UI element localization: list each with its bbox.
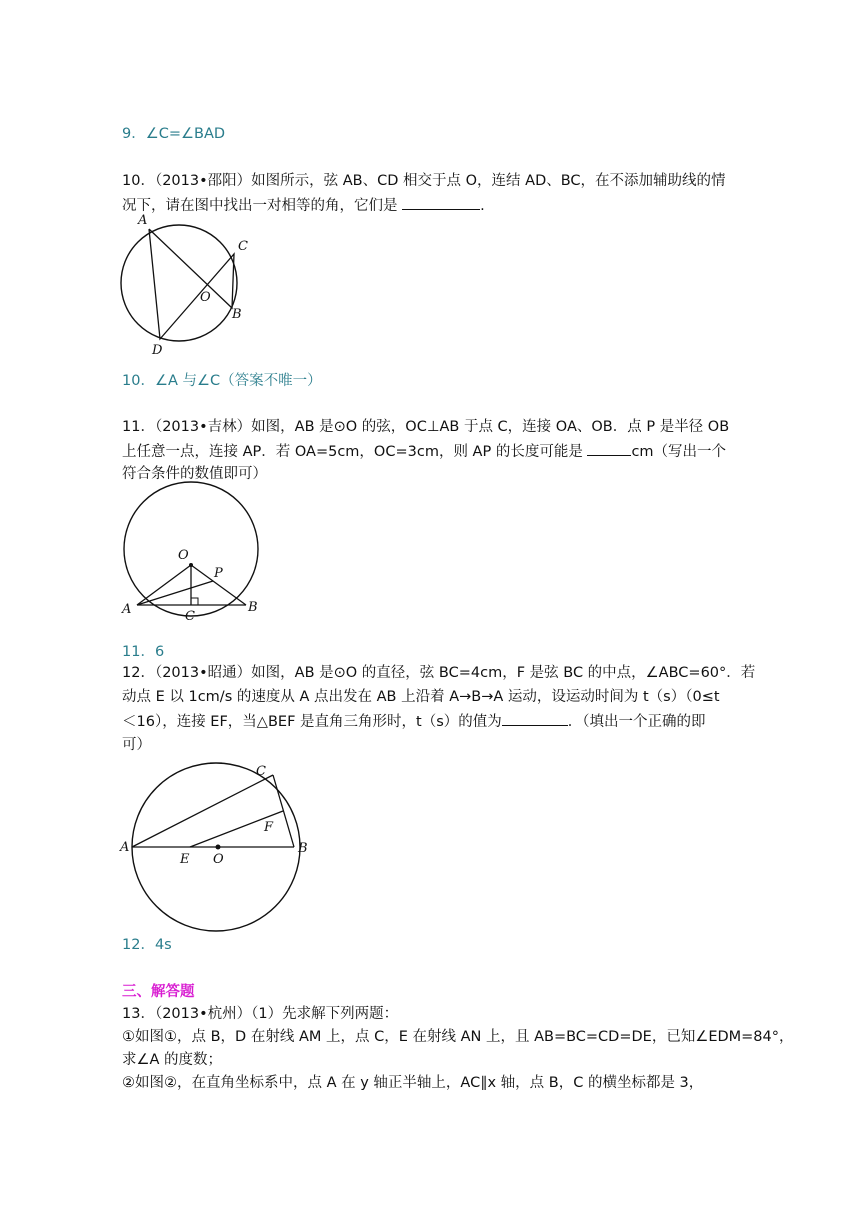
q10-label-b: B [232, 307, 242, 322]
q10-label-a: A [138, 213, 148, 228]
q12-line3-text: ＜16），连接 EF，当△BEF 是直角三角形时，t（s）的值为 [122, 714, 502, 730]
q12-line3 [122, 712, 706, 731]
q10-line1: 10．（2013•邵阳）如图所示，弦 AB、CD 相交于点 O，连结 AD、BC，在不添加辅助线的情 [122, 173, 726, 189]
q11-line2-end: cm（写出一个 [631, 444, 727, 460]
q9-answer: 9．∠C=∠BAD [122, 126, 226, 142]
q10-label-o: O [200, 290, 211, 305]
q11-label-b: B [248, 600, 258, 615]
q12-label-e: E [180, 852, 190, 867]
q12-figure [118, 755, 318, 935]
q12-label-c: C [256, 764, 266, 779]
q11-answer: 11．6 [122, 644, 165, 660]
q10-line2-text: 况下，请在图中找出一对相等的角，它们是 [122, 198, 398, 214]
q12-label-a: A [120, 840, 130, 855]
q12-label-f: F [264, 820, 274, 835]
q12-label-b: B [298, 841, 308, 856]
q12-label-o: O [213, 852, 224, 867]
q10-answer-blank [402, 196, 480, 210]
section-title: 三、解答题 [122, 984, 195, 1000]
q13-line4: ②如图②，在直角坐标系中，点 A 在 y 轴正半轴上，AC∥x 轴，点 B，C 的横坐标都是 3， [122, 1075, 704, 1091]
q12-answer-blank [502, 712, 568, 726]
q11-answer-blank [587, 442, 631, 456]
q11-line3: 符合条件的数值即可） [122, 466, 267, 482]
q11-figure [112, 485, 272, 625]
q10-label-d: D [152, 343, 163, 358]
q11-line2-text: 上任意一点，连接 AP．若 OA=5cm，OC=3cm，则 AP 的长度可能是 [122, 444, 583, 460]
q12-line2: 动点 E 以 1cm/s 的速度从 A 点出发在 AB 上沿着 A→B→A 运动，设运动时间为 t（s）（0≤t [122, 689, 720, 705]
q12-line3-end: ．（填出一个正确的即 [567, 714, 706, 730]
q12-line1: 12．（2013•昭通）如图，AB 是⊙O 的直径，弦 BC=4cm，F 是弦 BC 的中点，∠ABC=60°．若 [122, 665, 756, 681]
q13-line3: 求∠A 的度数； [122, 1052, 223, 1068]
q13-line1: 13．（2013•杭州）（1）先求解下列两题： [122, 1006, 399, 1022]
q11-label-c: C [185, 609, 195, 624]
q10-figure [110, 208, 270, 358]
q10-label-c: C [238, 239, 248, 254]
q12-line4: 可） [122, 737, 151, 753]
q10-line2-end: . [480, 198, 485, 214]
q11-line1: 11．（2013•吉林）如图，AB 是⊙O 的弦，OC⊥AB 于点 C，连接 OA、OB．点 P 是半径 OB [122, 419, 730, 435]
q12-answer: 12．4s [122, 937, 172, 953]
q10-answer: 10．∠A 与∠C（答案不唯一） [122, 373, 322, 389]
q11-label-a: A [122, 602, 132, 617]
q11-label-o: O [178, 548, 189, 563]
q13-line2: ①如图①，点 B，D 在射线 AM 上，点 C，E 在射线 AN 上，且 AB=BC=CD=DE，已知∠EDM=84°， [122, 1029, 794, 1045]
q11-label-p: P [214, 566, 223, 581]
q11-line2 [122, 442, 726, 461]
